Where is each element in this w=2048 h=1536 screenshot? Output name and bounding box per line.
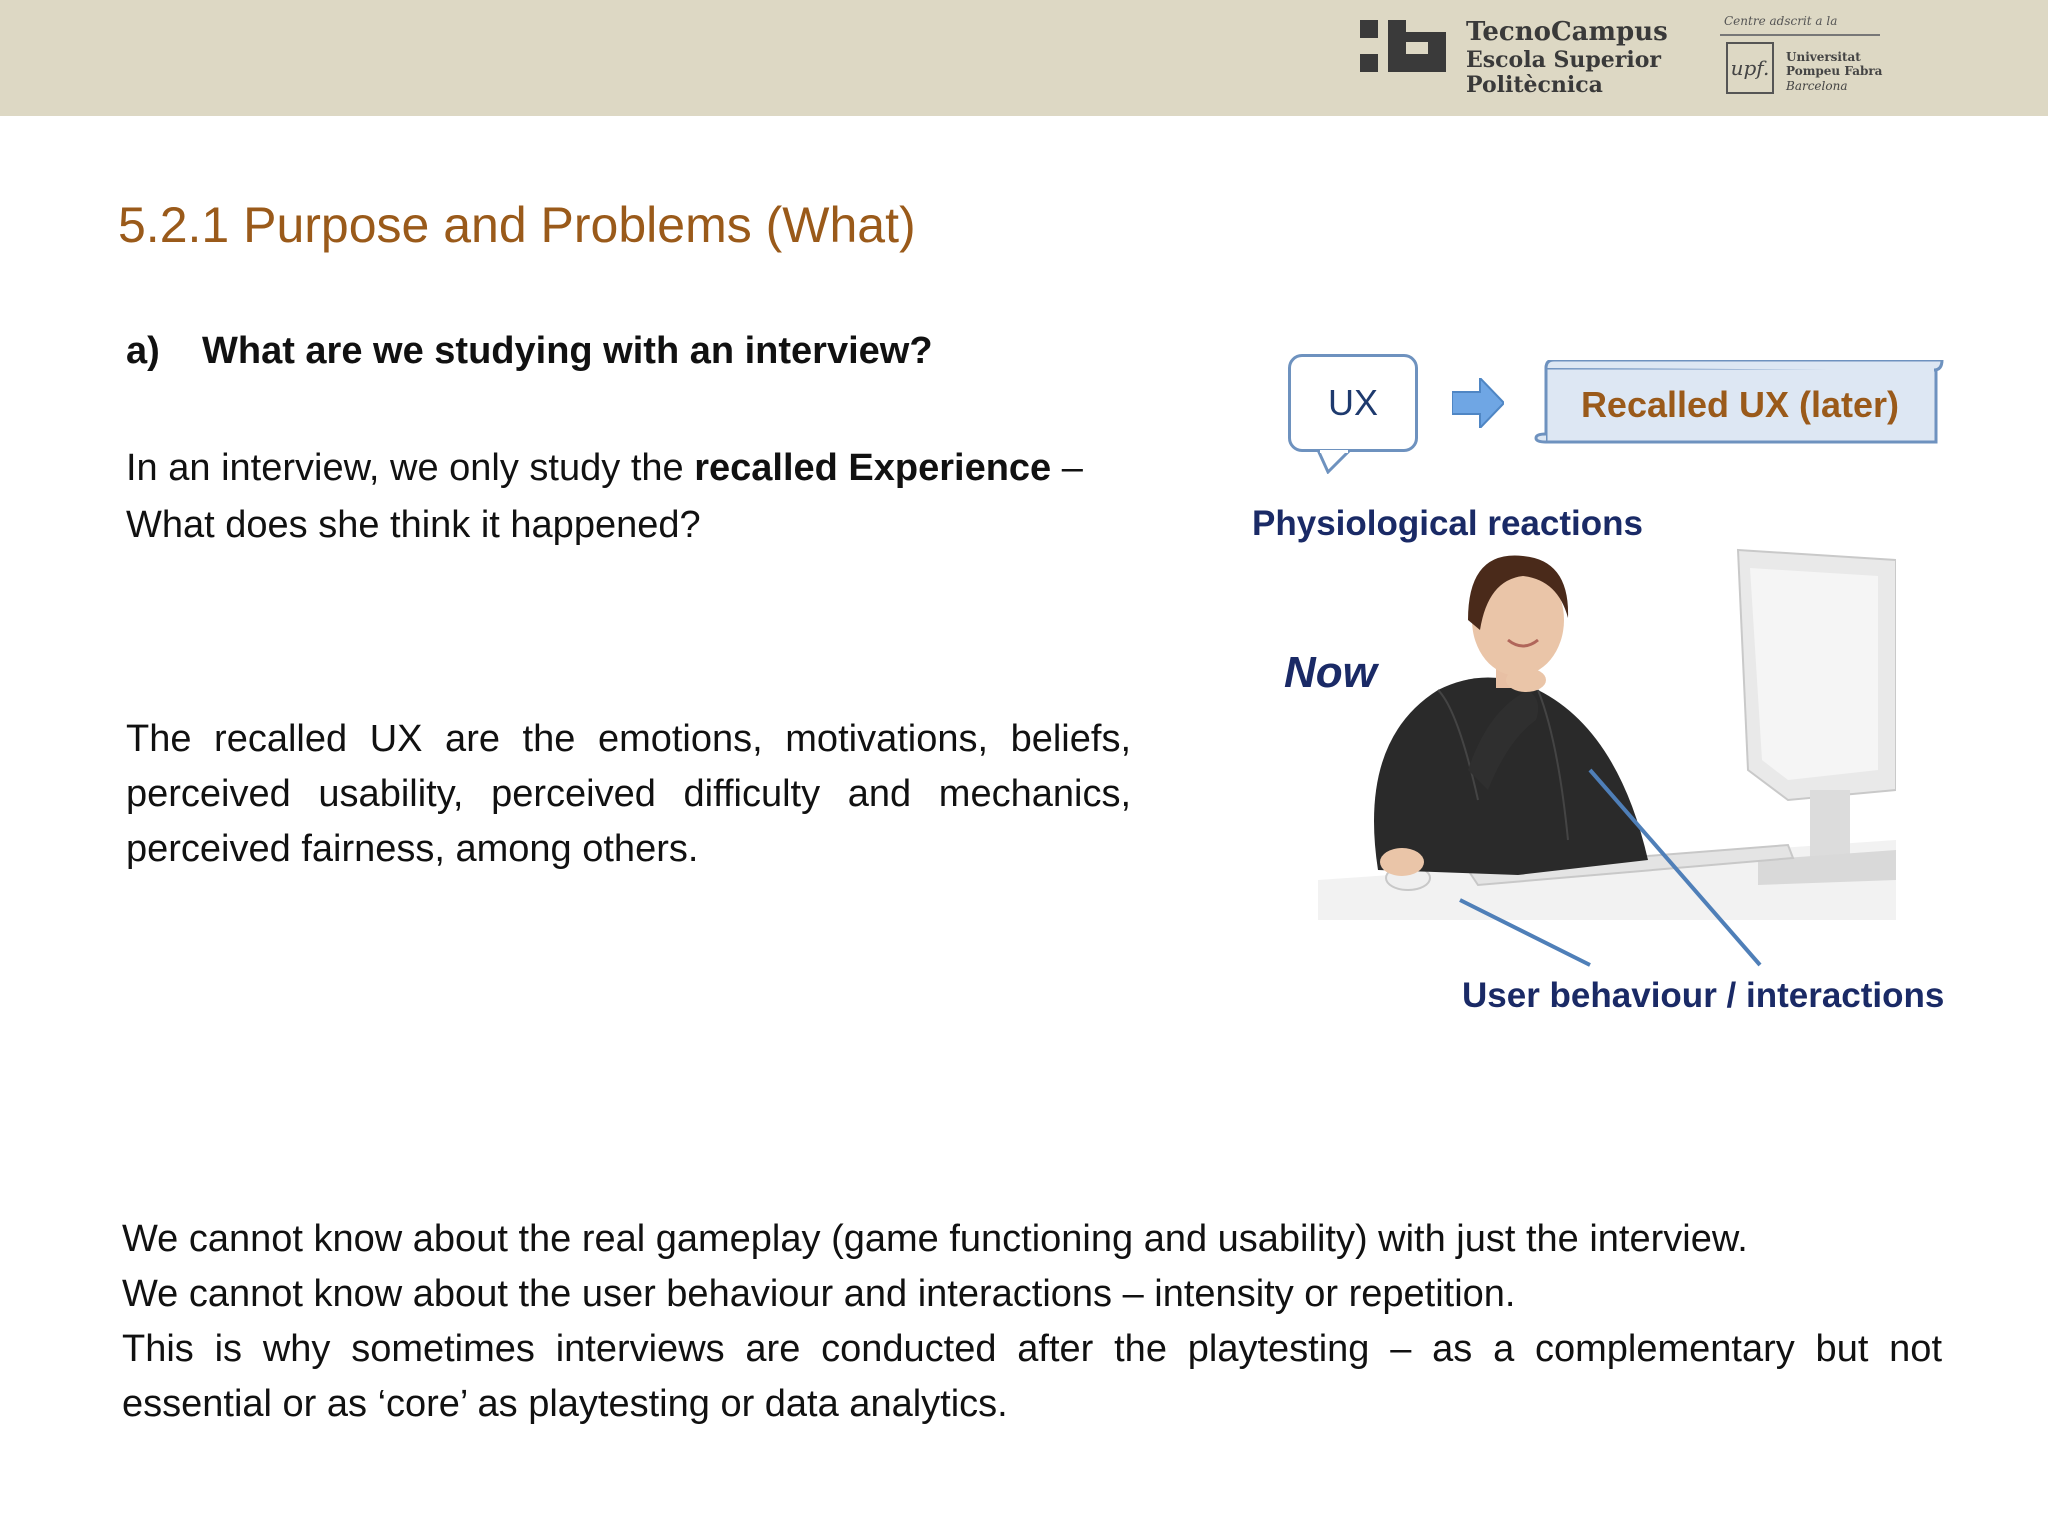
tecnocampus-logo-icon <box>1360 18 1452 78</box>
tecnocampus-line1: TecnoCampus <box>1466 17 1668 47</box>
recalled-ux-label: Recalled UX (later) <box>1580 384 1900 425</box>
question-heading <box>126 330 933 373</box>
upf-logo-mark: upf. <box>1726 42 1774 94</box>
bottom-text <box>122 1212 1942 1432</box>
ux-speech-bubble: UX <box>1288 354 1418 452</box>
para1-post: – What does she think it happened? <box>126 447 1083 546</box>
upf-line2: Pompeu Fabra <box>1786 64 1883 79</box>
header-band <box>0 0 2048 116</box>
question-marker: a) <box>126 330 160 372</box>
tecnocampus-line3: Politècnica <box>1466 72 1603 99</box>
tecnocampus-wordmark <box>1466 18 1668 98</box>
bubble-tail-icon <box>1316 450 1356 474</box>
upf-divider <box>1720 34 1880 36</box>
slide-title: 5.2.1 Purpose and Problems (What) <box>118 197 916 253</box>
user-behaviour-label: User behaviour / interactions <box>1462 976 1945 1015</box>
para1-pre: In an interview, we only study the <box>126 447 695 489</box>
now-label: Now <box>1284 648 1377 697</box>
upf-line3: Barcelona <box>1786 78 1848 93</box>
question-text: What are we studying with an interview? <box>202 330 933 372</box>
physiological-reactions-label: Physiological reactions <box>1252 504 1643 543</box>
bottom-line-2: We cannot know about the user behaviour and interactions – intensity or repetition. <box>122 1273 1516 1316</box>
para1-bold: recalled Experience <box>694 447 1052 489</box>
right-arrow-icon <box>1452 378 1504 428</box>
pointer-lines <box>1440 760 1820 980</box>
paragraph-recalled-ux: The recalled UX are the emotions, motivations, beliefs, perceived usability, perceived difficulty and mechanics, perceived fairness, among others. <box>126 718 1131 871</box>
tecnocampus-line2: Escola Superior <box>1466 46 1661 73</box>
upf-caption: Centre adscrit a la <box>1724 14 1838 28</box>
bottom-line-3: This is why sometimes interviews are conducted after the playtesting – as a complementary but not essential or as ‘core’ as playtesting or data analytics. <box>122 1328 1942 1426</box>
bottom-line-1: We cannot know about the real gameplay (game functioning and usability) with just the interview. <box>122 1218 1748 1260</box>
upf-name <box>1786 50 1882 93</box>
paragraph-recalled-experience <box>126 440 1131 554</box>
upf-line1: Universitat <box>1786 50 1861 64</box>
